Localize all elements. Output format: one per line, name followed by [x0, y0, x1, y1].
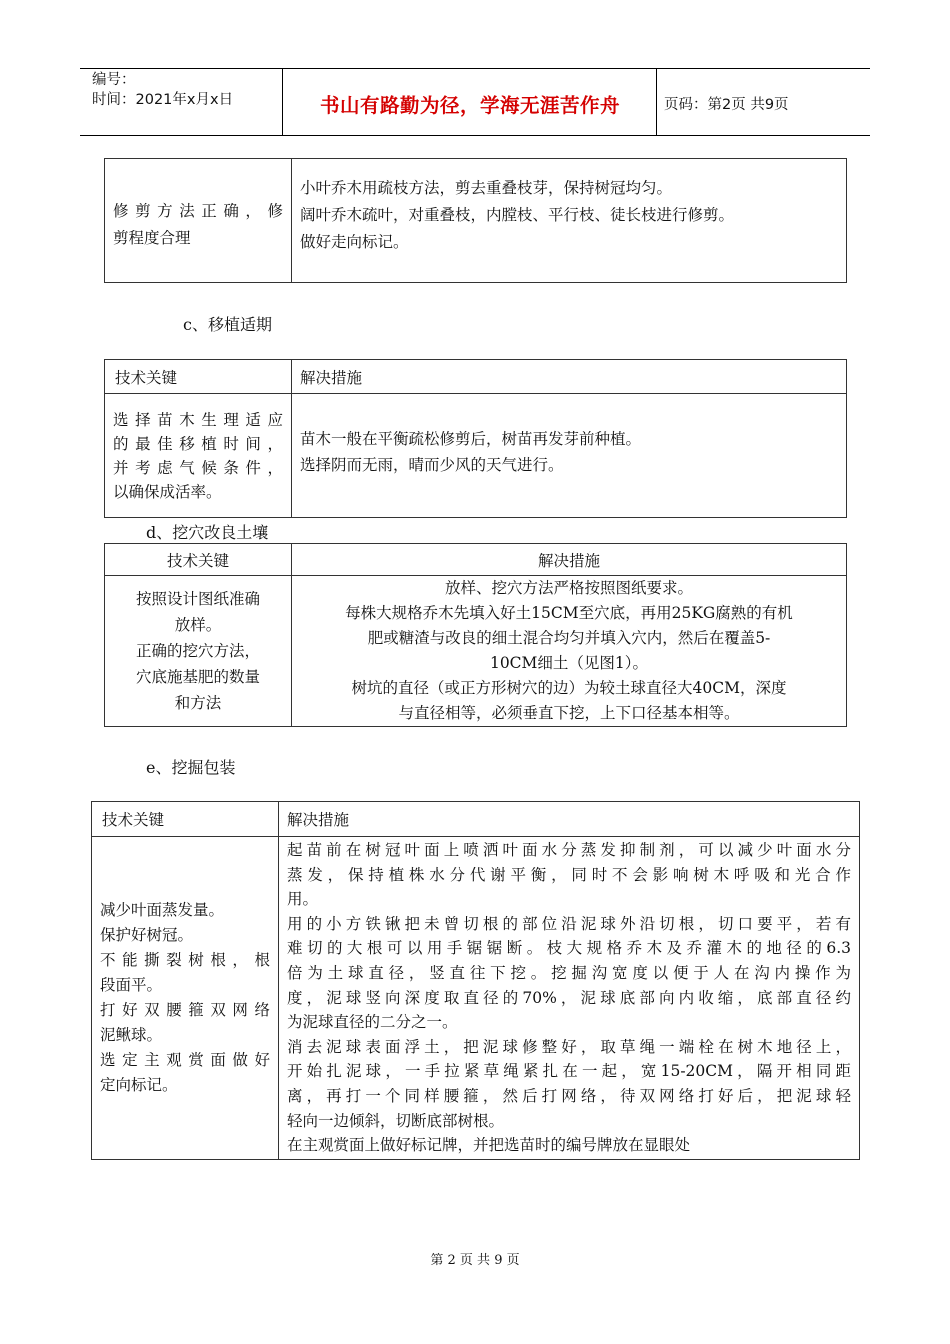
section-c-key-line: 以确保成活率。: [113, 482, 222, 501]
section-e-table: [91, 801, 860, 1160]
section-d-header-measures: 解决措施: [292, 544, 847, 576]
section-c-header-measures: 解决措施: [292, 360, 847, 394]
section-e-measure-line: 为泥球直径的二分之一。: [287, 1013, 458, 1032]
section-e-key-line: 段面平。: [100, 976, 163, 994]
section-c-caption: c、移植适期: [183, 315, 272, 334]
section-d-key-line: 放样。: [174, 616, 222, 634]
section-d-measure-line: 10CM细土（见图1）。: [489, 654, 649, 672]
section-e-measure-line: 在主观赏面上做好标记牌，并把选苗时的编号牌放在显眼处: [287, 1136, 691, 1155]
section-e-key-line: 不能撕裂树根，根: [100, 951, 270, 969]
section-e-header-key: 技术关键: [92, 802, 279, 837]
pruning-key-line: 修剪方法正确，修: [113, 201, 283, 220]
section-e-key-cell: [92, 837, 279, 1160]
section-e-caption: e、挖掘包装: [146, 758, 236, 777]
section-e-header-measures: 解决措施: [279, 802, 860, 837]
section-e-measure-line: 轻向一边倾斜，切断底部树根。: [287, 1111, 505, 1130]
section-c-table: [104, 359, 847, 518]
section-e-key-line: 定向标记。: [100, 1076, 178, 1094]
section-e-measure-line: 起苗前在树冠叶面上喷洒叶面水分蒸发抑制剂，可以减少叶面水分: [287, 841, 851, 859]
section-e-measure-line: 难切的大根可以用手锯锯断。枝大规格乔木及乔灌木的地径的6.3: [287, 939, 851, 958]
header-meta: [92, 70, 233, 110]
section-e-measure-line: 离，再打一个同样腰箍，然后打网络，待双网络打好后，把泥球轻: [287, 1086, 851, 1105]
pruning-measures-cell: [292, 159, 847, 283]
section-d-header-key: 技术关键: [105, 544, 292, 576]
section-d-caption: d、挖穴改良土壤: [146, 523, 269, 542]
section-c-key-cell: [105, 394, 292, 518]
section-e-measure-line: 用的小方铁锹把未曾切根的部位沿泥球外沿切根，切口要平，若有: [287, 914, 851, 933]
pruning-key-line: 剪程度合理: [113, 228, 191, 247]
section-c-key-line: 并考虑气候条件，: [113, 458, 283, 477]
section-e-key-line: 保护好树冠。: [100, 926, 194, 944]
section-d-key-line: 穴底施基肥的数量: [135, 668, 260, 686]
section-e-measure-line: 开始扎泥球，一手拉紧草绳紧扎在一起，宽15-20CM，隔开相同距: [287, 1062, 851, 1081]
header-top-rule: [80, 68, 870, 69]
pruning-measure-line: 做好走向标记。: [300, 233, 409, 251]
section-e-key-line: 泥鳅球。: [100, 1026, 163, 1044]
section-e-measure-line: 用。: [287, 890, 319, 909]
section-d-key-cell: [105, 576, 292, 727]
section-d-key-line: 正确的挖穴方法，: [135, 642, 260, 660]
section-e-measure-line: 倍为土球直径，竖直往下挖。挖掘沟宽度以便于人在沟内操作为: [287, 963, 851, 982]
header-page-info: 页码：第2页 共9页: [664, 97, 789, 113]
header-date: 时间：2021年x月x日: [92, 92, 234, 108]
section-d-measures-cell: [292, 576, 847, 727]
section-d-key-line: 按照设计图纸准确: [135, 590, 260, 608]
section-e-key-line: 减少叶面蒸发量。: [100, 901, 225, 919]
section-c-measure-line: 苗木一般在平衡疏松修剪后，树苗再发芽前种植。: [300, 429, 642, 448]
section-d-table: [104, 543, 847, 727]
section-c-measure-line: 选择阴而无雨，晴而少风的天气进行。: [300, 455, 564, 474]
section-c-header-key: 技术关键: [105, 360, 292, 394]
pruning-measure-line: 阔叶乔木疏叶，对重叠枝，内膛枝、平行枝、徒长枝进行修剪。: [300, 206, 735, 224]
section-d-measure-line: 树坑的直径（或正方形树穴的边）为较土球直径大40CM，深度: [351, 679, 787, 697]
pruning-key-cell: [105, 159, 292, 283]
header-motto: 书山有路勤为径，学海无涯苦作舟: [319, 94, 620, 117]
section-d-key-line: 和方法: [174, 694, 222, 712]
header-bottom-rule: [80, 135, 870, 136]
section-d-measure-line: 肥或糖渣与改良的细土混合均匀并填入穴内，然后在覆盖5-: [367, 629, 771, 647]
header-divider-1: [282, 68, 283, 136]
section-e-key-line: 打好双腰箍双网络: [100, 1001, 270, 1019]
pruning-measure-line: 小叶乔木用疏枝方法，剪去重叠枝芽，保持树冠均匀。: [300, 179, 673, 197]
section-d-measure-line: 与直径相等，必须垂直下挖，上下口径基本相等。: [398, 704, 740, 722]
section-e-measure-line: 消去泥球表面浮土，把泥球修整好，取草绳一端栓在树木地径上，: [287, 1037, 851, 1056]
section-e-measure-line: 度，泥球竖向深度取直径的70%，泥球底部向内收缩，底部直径约: [287, 988, 851, 1007]
header-number: 编号：: [92, 72, 136, 88]
pruning-table: [104, 158, 847, 283]
section-c-key-line: 的最佳移植时间，: [113, 434, 283, 453]
section-e-measure-line: 蒸发，保持植株水分代谢平衡，同时不会影响树木呼吸和光合作: [287, 865, 851, 884]
page-footer: 第 2 页 共 9 页: [430, 1253, 520, 1268]
section-e-measures-cell: [279, 837, 860, 1160]
section-d-measure-line: 每株大规格乔木先填入好土15CM至穴底，再用25KG腐熟的有机: [345, 604, 793, 622]
section-d-measure-line: 放样、挖穴方法严格按照图纸要求。: [444, 579, 693, 597]
header-divider-2: [656, 68, 657, 136]
section-e-key-line: 选定主观赏面做好: [100, 1051, 270, 1069]
section-c-key-line: 选择苗木生理适应: [113, 410, 283, 429]
section-c-measures-cell: [292, 394, 847, 518]
